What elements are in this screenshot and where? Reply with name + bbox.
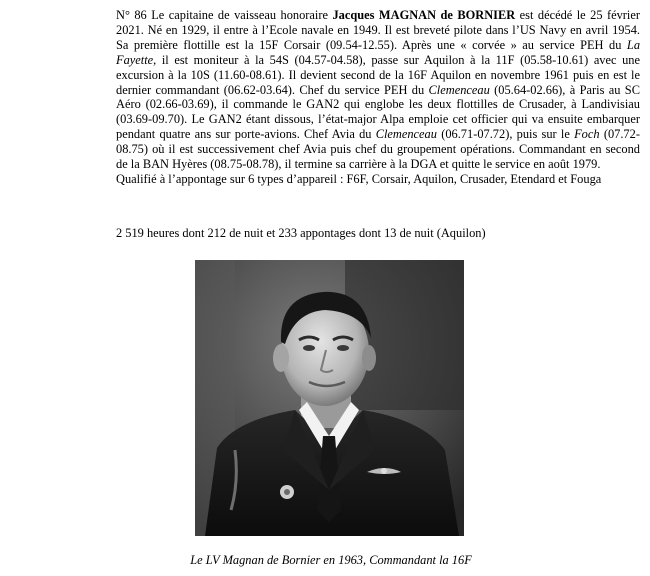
ship-name: Clemenceau	[375, 127, 437, 142]
biography-paragraph	[116, 8, 640, 172]
ship-name: La Fayette	[116, 37, 641, 67]
photo-caption: Le LV Magnan de Bornier en 1963, Commandant la 16F	[190, 553, 472, 567]
portrait-photo	[195, 260, 464, 536]
qualification-line: Qualifié à l’appontage sur 6 types d’appareil : F6F, Corsair, Aquilon, Crusader, Etendard et Fouga	[116, 171, 602, 186]
bio-text-part-4: (06.71-07.72), puis sur le	[441, 127, 570, 142]
bio-text-part-3: (05.64-02.66), à Paris au SC Aéro (02.66-03.69), il commande le GAN2 qui englobe les deux flottilles de Crusader, à Landivisiau (03.69-09.70). Le GAN2 étant dissous, l’état-major Alpa emploie cet officier qui va ensuite embarquer pendant quatre ans sur porte-avions. Chef Avia du	[116, 82, 640, 142]
bio-text-part-1: est décédé le 25 février 2021. Né en 1929, il entre à l’Ecole navale en 1949. Il est breveté pilote dans l’US Navy en avril 1954. Sa première flottille est la 15F Corsair (09.54-12.55). Après une « corvée » au service PEH du	[116, 8, 640, 52]
bio-text-part-2: , il est moniteur à la 54S (04.57-04.58), passe sur Aquilon à la 11F (05.58-10.61) avec une excursion à la 10S (11.60-08.61). Il devient second de la 16F Aquilon en novembre 1961 puis en est le dernier commandant (06.62-03.64). Chef du service PEH du	[116, 52, 640, 97]
bio-text-part-5: (07.72-08.75) où il est successivement chef Avia puis chef du groupement opérations. Commandant en second de la BAN Hyères (08.75-08.78), il termine sa carrière à la DGA et quitte le service en août 1979.	[116, 127, 640, 172]
person-name: Jacques MAGNAN de BORNIER	[332, 8, 516, 22]
ship-name: Clemenceau	[428, 82, 490, 97]
flight-hours-line: 2 519 heures dont 212 de nuit et 233 appontages dont 13 de nuit (Aquilon)	[116, 226, 486, 240]
entry-number: N° 86	[116, 8, 147, 22]
biography-text	[116, 8, 640, 187]
bio-intro: Le capitaine de vaisseau honoraire	[151, 8, 328, 22]
ship-name: Foch	[574, 127, 600, 142]
portrait-illustration	[195, 260, 464, 536]
